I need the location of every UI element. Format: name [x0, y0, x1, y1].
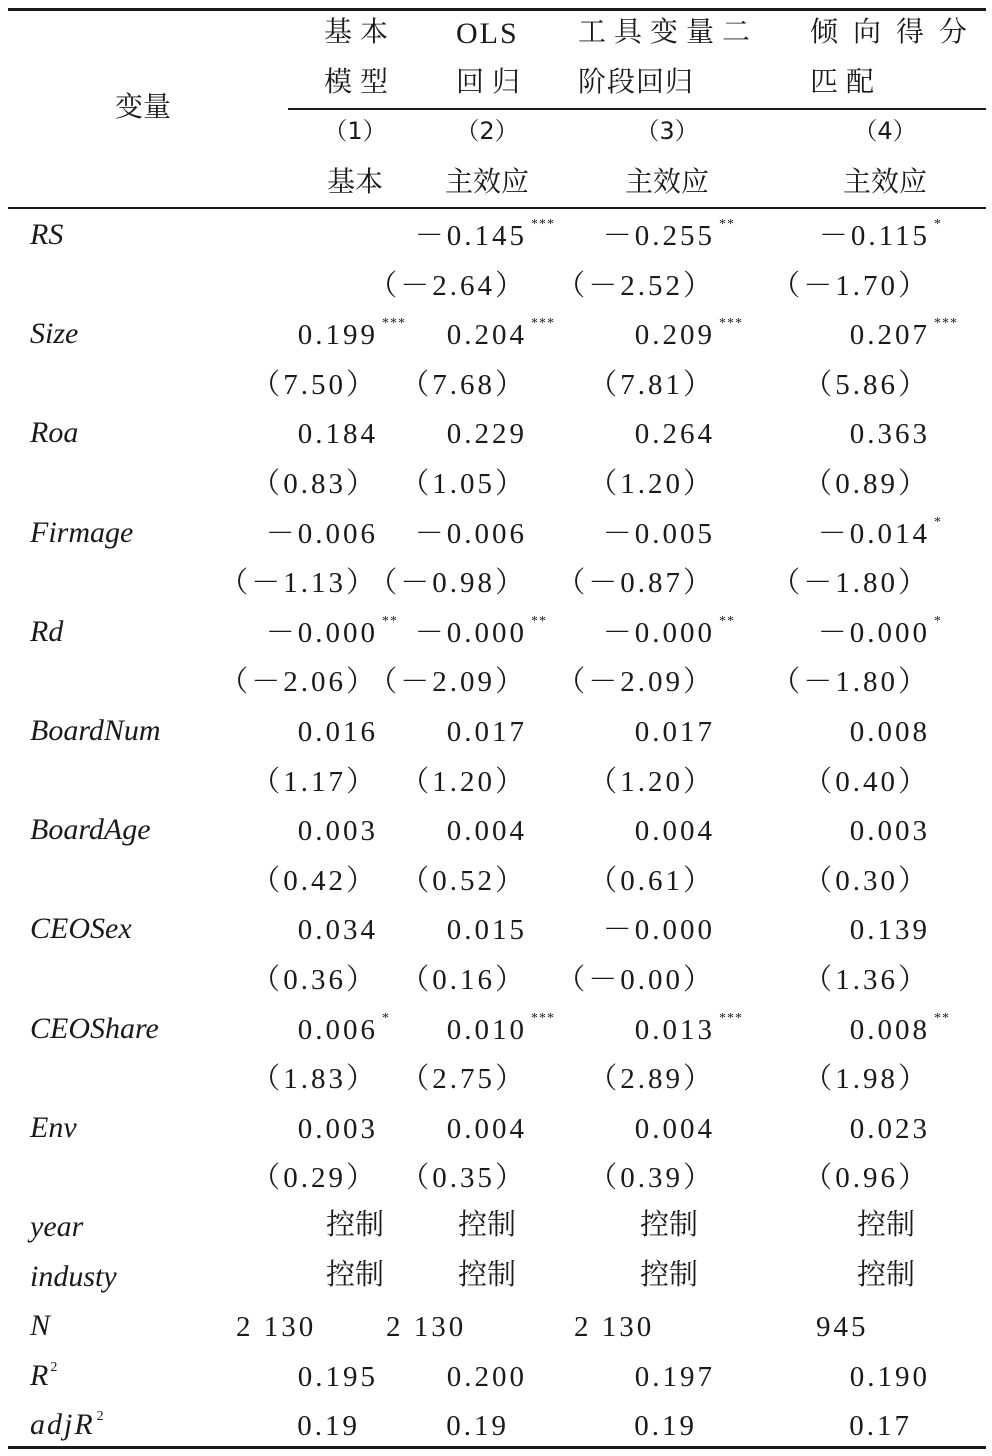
header-col3-line2: 阶段回归 — [578, 65, 695, 98]
coef-cell: －0.005 — [602, 517, 715, 550]
row-variable: R $^2$ — [30, 1358, 59, 1392]
row-variable: CEOShare — [30, 1011, 159, 1045]
r2-cell: 0.190 — [849, 1360, 930, 1393]
row-variable: Size — [30, 317, 79, 351]
coef-cell: －0.000 — [602, 914, 715, 947]
t-stat-cell: （0.40） — [803, 765, 930, 798]
header-subrule — [288, 108, 986, 110]
significance-stars: ** — [531, 613, 547, 629]
significance-stars: *** — [531, 316, 555, 332]
header-num4: （4） — [853, 117, 917, 145]
coef-cell: 0.008 ** — [849, 1010, 950, 1046]
t-stat-cell: （0.35） — [400, 1162, 527, 1195]
control-cell: 控制 — [457, 1207, 516, 1241]
r2-cell: 0.195 — [297, 1360, 378, 1393]
n-cell: 2 130 — [236, 1311, 317, 1344]
coef-cell: 0.004 — [446, 815, 527, 848]
significance-stars: ** — [719, 613, 735, 629]
t-stat-cell: （1.20） — [588, 765, 715, 798]
coef-cell: 0.004 — [634, 815, 715, 848]
row-variable: BoardNum — [30, 714, 161, 747]
t-stat-cell: （1.20） — [400, 765, 527, 798]
coef-cell: －0.000 ** — [414, 613, 547, 649]
header-col1-line2: 模型 — [324, 65, 397, 98]
coef-cell: 0.264 — [634, 418, 715, 451]
header-type2: 主效应 — [444, 165, 529, 198]
row-variable: industy — [30, 1259, 117, 1293]
row-variable: Roa — [30, 416, 79, 450]
coef-cell: 0.010 *** — [446, 1010, 555, 1046]
header-col1-line1: 基本 — [324, 15, 397, 48]
t-stat-cell: （2.75） — [400, 1063, 527, 1096]
coef-cell: 0.003 — [297, 1112, 378, 1145]
coef-cell: －0.000 ** — [602, 613, 735, 649]
control-cell: 控制 — [639, 1256, 698, 1291]
control-cell: 控制 — [856, 1207, 915, 1241]
coef-cell: 0.017 — [634, 716, 715, 748]
header-type4: 主效应 — [842, 165, 927, 198]
superscript: 2 — [50, 1359, 59, 1375]
t-stat-cell: （－2.52） — [556, 269, 715, 302]
control-cell: 控制 — [639, 1207, 698, 1241]
t-stat-cell: （－0.00） — [556, 964, 715, 996]
coef-cell: 0.207 *** — [849, 316, 958, 352]
coef-cell: 0.204 *** — [446, 316, 555, 352]
t-stat-cell: （0.39） — [588, 1162, 715, 1195]
n-cell: 945 — [816, 1311, 869, 1344]
header-num3: （3） — [635, 117, 699, 145]
bottom-rule — [8, 1446, 986, 1449]
t-stat-cell: （7.68） — [400, 368, 527, 401]
t-stat-cell: （0.61） — [588, 864, 715, 897]
row-variable: adjR $^2$ — [30, 1408, 105, 1442]
n-cell: 2 130 — [386, 1311, 467, 1344]
t-stat-cell: （0.29） — [251, 1162, 378, 1195]
significance-stars: *** — [719, 316, 743, 332]
header-col2-line1: OLS — [456, 17, 519, 50]
header-col4-line2: 匹配 — [810, 65, 883, 98]
coef-cell: 0.199 *** — [297, 316, 406, 352]
t-stat-cell: （0.89） — [803, 468, 930, 500]
significance-stars: *** — [382, 316, 406, 332]
coef-cell: 0.209 *** — [634, 316, 743, 352]
significance-stars: *** — [934, 316, 958, 332]
coef-cell: 0.139 — [849, 914, 930, 947]
t-stat-cell: （－2.09） — [556, 666, 715, 699]
n-cell: 2 130 — [574, 1311, 655, 1344]
coef-cell: 0.003 — [849, 815, 930, 848]
coef-cell: 0.023 — [849, 1112, 930, 1145]
t-stat-cell: （－2.06） — [219, 666, 378, 699]
coef-cell: 0.004 — [446, 1112, 527, 1145]
t-stat-cell: （－1.80） — [771, 666, 930, 699]
coef-cell: 0.003 — [297, 815, 378, 848]
coef-cell: 0.034 — [297, 914, 378, 947]
t-stat-cell: （－2.64） — [368, 269, 527, 302]
t-stat-cell: （0.30） — [803, 864, 930, 897]
r2-cell: 0.197 — [634, 1360, 715, 1393]
t-stat-cell: （1.17） — [251, 765, 378, 798]
header-type1: 基本 — [326, 165, 383, 198]
t-stat-cell: （0.52） — [400, 864, 527, 897]
coef-cell: －0.006 — [265, 517, 378, 550]
significance-stars: ** — [719, 217, 735, 232]
coef-cell: 0.004 — [634, 1112, 715, 1145]
header-col3-line1: 工具变量二 — [578, 15, 759, 48]
adj-r2-cell: 0.19 — [446, 1410, 509, 1443]
t-stat-cell: （－1.80） — [771, 567, 930, 600]
r2-cell: 0.200 — [446, 1360, 527, 1393]
t-stat-cell: （0.83） — [251, 468, 378, 500]
coef-cell: 0.006 * — [297, 1010, 390, 1046]
significance-stars: *** — [719, 1010, 743, 1026]
t-stat-cell: （－0.87） — [556, 567, 715, 600]
coef-cell: －0.145 *** — [414, 217, 555, 252]
t-stat-cell: （7.50） — [251, 368, 378, 401]
control-cell: 控制 — [325, 1256, 384, 1291]
t-stat-cell: （1.20） — [588, 468, 715, 500]
t-stat-cell: （1.36） — [803, 964, 930, 996]
adj-r2-cell: 0.19 — [297, 1410, 360, 1443]
t-stat-cell: （0.96） — [803, 1162, 930, 1195]
header-col4-line1: 倾向得分 — [810, 15, 983, 48]
control-cell: 控制 — [325, 1207, 384, 1241]
row-variable: Env — [30, 1110, 77, 1144]
significance-stars: * — [382, 1010, 390, 1026]
t-stat-cell: （1.98） — [803, 1063, 930, 1096]
control-cell: 控制 — [856, 1256, 915, 1291]
significance-stars: *** — [531, 217, 555, 232]
adj-r2-cell: 0.19 — [634, 1410, 697, 1443]
significance-stars: * — [934, 613, 942, 629]
t-stat-cell: （0.36） — [251, 964, 378, 996]
top-rule — [8, 8, 986, 11]
header-num1: （1） — [323, 117, 387, 145]
header-variable: 变量 — [115, 90, 172, 123]
header-type3: 主效应 — [624, 165, 709, 198]
row-variable: RS — [30, 218, 64, 251]
coef-cell: －0.115 * — [818, 217, 942, 252]
coef-cell: 0.017 — [446, 716, 527, 748]
significance-stars: ** — [382, 613, 398, 629]
coef-cell: －0.255 ** — [602, 217, 735, 252]
header-col2-line2: 回归 — [456, 65, 529, 98]
t-stat-cell: （0.42） — [251, 864, 378, 897]
coef-cell: －0.000 * — [817, 613, 942, 649]
significance-stars: * — [934, 514, 942, 530]
t-stat-cell: （－2.09） — [368, 666, 527, 699]
t-stat-cell: （0.16） — [400, 964, 527, 996]
row-variable: CEOSex — [30, 912, 132, 946]
t-stat-cell: （1.05） — [400, 468, 527, 500]
control-cell: 控制 — [457, 1256, 516, 1291]
header-num2: （2） — [455, 117, 519, 145]
row-variable: BoardAge — [30, 813, 151, 847]
significance-stars: ** — [934, 1010, 950, 1026]
coef-cell: 0.013 *** — [634, 1010, 743, 1046]
t-stat-cell: （－1.13） — [219, 567, 378, 600]
coef-cell: －0.006 — [414, 517, 527, 550]
significance-stars: * — [934, 217, 942, 232]
coef-cell: 0.184 — [297, 418, 378, 451]
row-variable: Firmage — [30, 515, 134, 549]
t-stat-cell: （2.89） — [588, 1063, 715, 1096]
t-stat-cell: （7.81） — [588, 368, 715, 401]
t-stat-cell: （5.86） — [803, 368, 930, 401]
coef-cell: 0.229 — [446, 418, 527, 451]
t-stat-cell: （－1.70） — [771, 269, 930, 302]
row-variable: N — [30, 1309, 51, 1343]
row-variable: Rd — [30, 614, 64, 648]
coef-cell: －0.014 * — [817, 514, 942, 550]
significance-stars: *** — [531, 1010, 555, 1026]
t-stat-cell: （1.83） — [251, 1063, 378, 1096]
adj-r2-cell: 0.17 — [849, 1410, 912, 1443]
t-stat-cell: （－0.98） — [368, 567, 527, 600]
coef-cell: 0.363 — [849, 418, 930, 451]
coef-cell: 0.016 — [297, 716, 378, 748]
coef-cell: 0.008 — [849, 716, 930, 748]
superscript: 2 — [96, 1409, 105, 1425]
coef-cell: 0.015 — [446, 914, 527, 947]
row-variable: year — [30, 1210, 84, 1243]
header-bottom-rule — [8, 207, 986, 209]
coef-cell: －0.000 ** — [265, 613, 398, 649]
